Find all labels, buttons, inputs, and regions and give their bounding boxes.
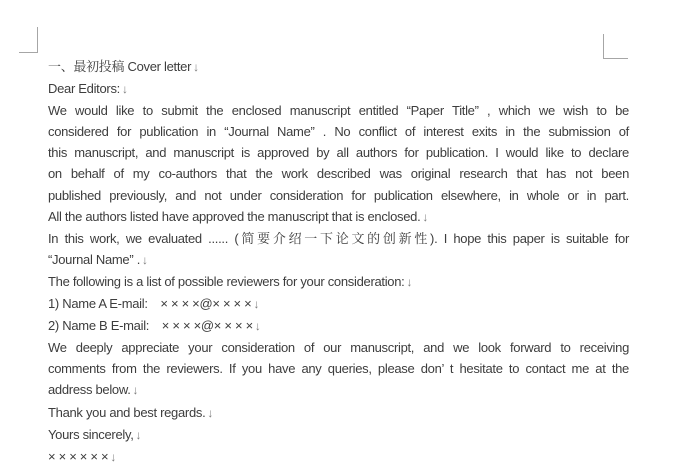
text-line-content: considered for publication in “Journal Name” . No conflict of interest exits in the submission of [48, 124, 629, 140]
text-line [48, 446, 629, 468]
paragraph-mark-icon: ↓ [422, 209, 429, 224]
paragraph-mark-icon: ↓ [110, 449, 117, 464]
document-body[interactable] [48, 56, 629, 468]
text-line-content: published previously, and not under consideration for publication elsewhere, in whole or in part. [48, 187, 629, 203]
text-line-content: Yours sincerely, [48, 426, 134, 442]
paragraph-mark-icon: ↓ [121, 82, 128, 97]
text-line [48, 142, 629, 163]
text-line [48, 249, 629, 271]
paragraph-mark-icon: ↓ [406, 274, 413, 289]
text-line-content: In this work, we evaluated ...... (简要介绍一下论文的创新性). I hope this paper is suitable for [48, 230, 629, 246]
text-line-content: on behalf of my co-authors that the work described was original research that has not been [48, 166, 629, 182]
text-line [48, 185, 629, 206]
text-line-content: Thank you and best regards. [48, 404, 206, 420]
text-line [48, 206, 629, 228]
paragraph-mark-icon: ↓ [135, 427, 142, 442]
text-line [48, 228, 629, 249]
text-line-content: We would like to submit the enclosed manuscript entitled “Paper Title” , which we wish to be [48, 103, 629, 119]
text-line [48, 100, 629, 121]
text-line [48, 402, 629, 424]
text-line-content: The following is a list of possible reviewers for your consideration: [48, 273, 405, 289]
paragraph-mark-icon: ↓ [132, 383, 139, 398]
text-line [48, 271, 629, 293]
text-line [48, 424, 629, 446]
crop-mark-top-left [19, 27, 38, 53]
text-line [48, 121, 629, 142]
text-line-content: 2) Name B E-mail: × × × ×@× × × × [48, 318, 253, 334]
text-line [48, 315, 629, 337]
paragraph-mark-icon: ↓ [142, 252, 149, 267]
text-line [48, 56, 629, 78]
paragraph-mark-icon: ↓ [253, 297, 260, 312]
text-line-content: × × × × × × [48, 448, 109, 464]
text-line-content: Dear Editors: [48, 81, 120, 97]
text-line-content: 一、最初投稿 Cover letter [48, 59, 192, 74]
text-line-content: address below. [48, 382, 131, 398]
text-line [48, 337, 629, 358]
text-line [48, 358, 629, 379]
text-line-content: this manuscript, and manuscript is approved by all authors for publication. I would like to declare [48, 145, 629, 161]
paragraph-mark-icon: ↓ [254, 319, 261, 334]
text-line [48, 293, 629, 315]
paragraph-mark-icon: ↓ [207, 405, 214, 420]
text-line [48, 163, 629, 184]
text-line [48, 379, 629, 401]
text-line [48, 78, 629, 100]
text-line-content: comments from the reviewers. If you have any queries, please don’ t hesitate to contact me at the [48, 361, 629, 377]
paragraph-mark-icon: ↓ [193, 60, 200, 74]
text-line-content: All the authors listed have approved the manuscript that is enclosed. [48, 208, 421, 224]
text-line-content: “Journal Name” . [48, 251, 141, 267]
text-line-content: 1) Name A E-mail: × × × ×@× × × × [48, 296, 252, 312]
text-line-content: We deeply appreciate your consideration of our manuscript, and we look forward to receiving [48, 340, 629, 356]
